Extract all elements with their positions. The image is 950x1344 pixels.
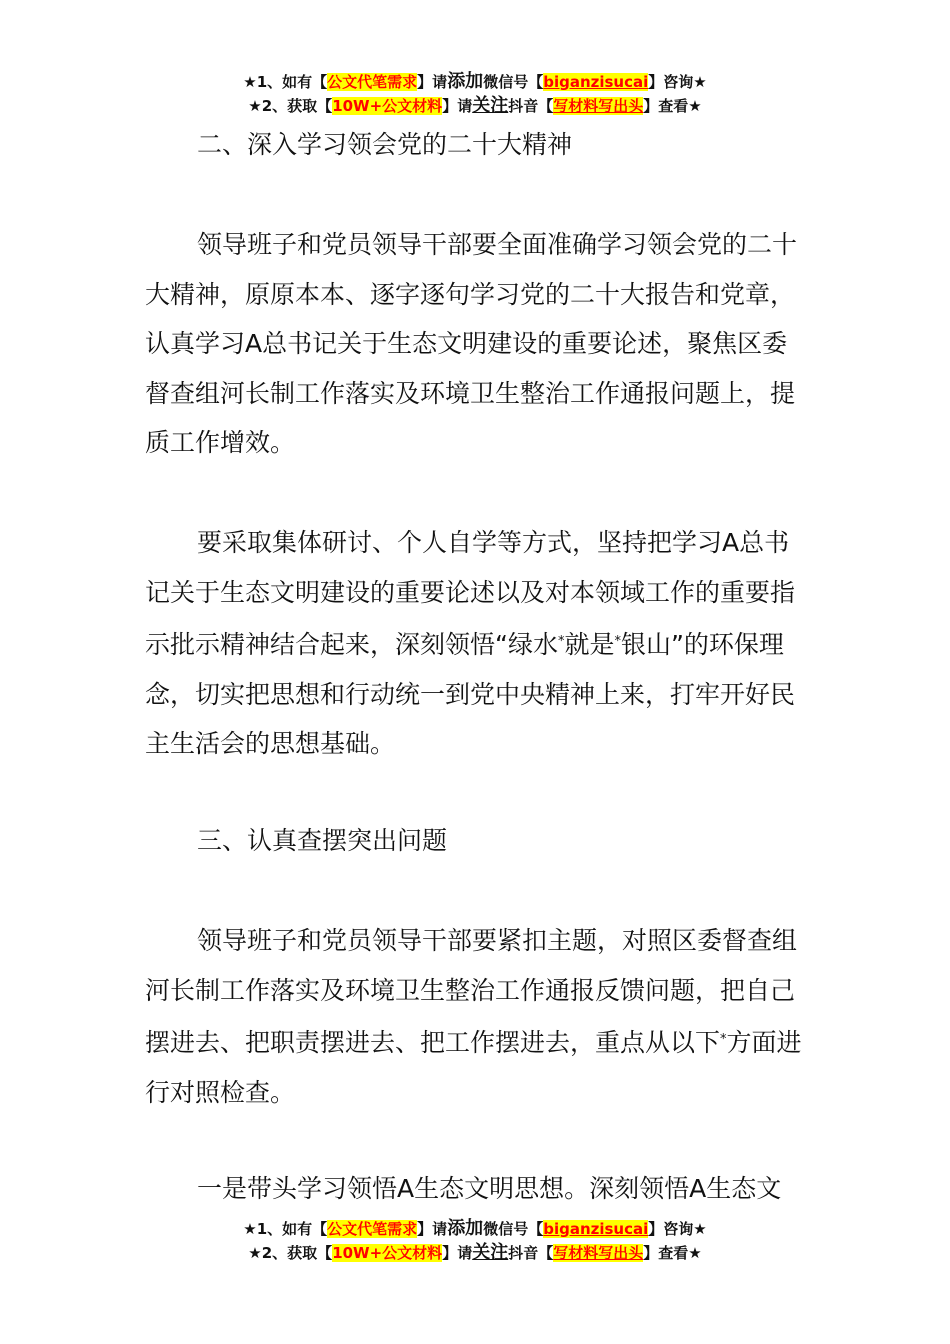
footer-banner	[0, 1217, 950, 1265]
banner-line-2: ★2、获取【10W+公文材料】请关注抖音【写材料写出头】查看★	[248, 1242, 702, 1263]
paragraph-study-methods: 要采取集体研讨、个人自学等方式，坚持把学习A总书记关于生态文明建设的重要论述以及对本领域工作的重要指示批示精神结合起来，深刻领悟“绿水*就是*银山”的环保理念，切实把思想和行动统一到党中央精神上来，打牢开好民主生活会的思想基础。	[145, 528, 796, 758]
wechat-id[interactable]: biganzisucai	[543, 1220, 649, 1238]
douyin-account[interactable]: 写材料写出头	[553, 1244, 644, 1262]
highlight-service: 公文代笔需求	[327, 73, 418, 91]
banner-line-2: ★2、获取【10W+公文材料】请关注抖音【写材料写出头】查看★	[248, 95, 702, 116]
highlight-service: 公文代笔需求	[327, 1220, 418, 1238]
paragraph-study-spirit: 领导班子和党员领导干部要全面准确学习领会党的二十大精神，原原本本、逐字逐句学习党的二十大报告和党章，认真学习A总书记关于生态文明建设的重要论述，聚焦区委督查组河长制工作落实及环境卫生整治工作通报问题上，提质工作增效。	[145, 230, 798, 457]
banner-line-1: ★1、如有【公文代笔需求】请添加微信号【biganzisucai】咨询★	[243, 71, 707, 92]
paragraph-check-problems: 领导班子和党员领导干部要紧扣主题，对照区委督查组河长制工作落实及环境卫生整治工作通报反馈问题，把自己摆进去、把职责摆进去、把工作摆进去，重点从以下*方面进行对照检查。	[145, 926, 802, 1107]
highlight-materials: 10W+公文材料	[332, 1244, 443, 1262]
banner-line-1: ★1、如有【公文代笔需求】请添加微信号【biganzisucai】咨询★	[243, 1218, 707, 1239]
section-heading-3: 三、认真查摆突出问题	[197, 826, 448, 855]
douyin-account[interactable]: 写材料写出头	[553, 97, 644, 115]
highlight-materials: 10W+公文材料	[332, 97, 443, 115]
section-heading-2: 二、深入学习领会党的二十大精神	[197, 130, 573, 159]
wechat-id[interactable]: biganzisucai	[543, 73, 649, 91]
paragraph-item-one: 一是带头学习领悟A生态文明思想。深刻领悟A生态文	[197, 1174, 782, 1203]
header-banner	[0, 70, 950, 118]
